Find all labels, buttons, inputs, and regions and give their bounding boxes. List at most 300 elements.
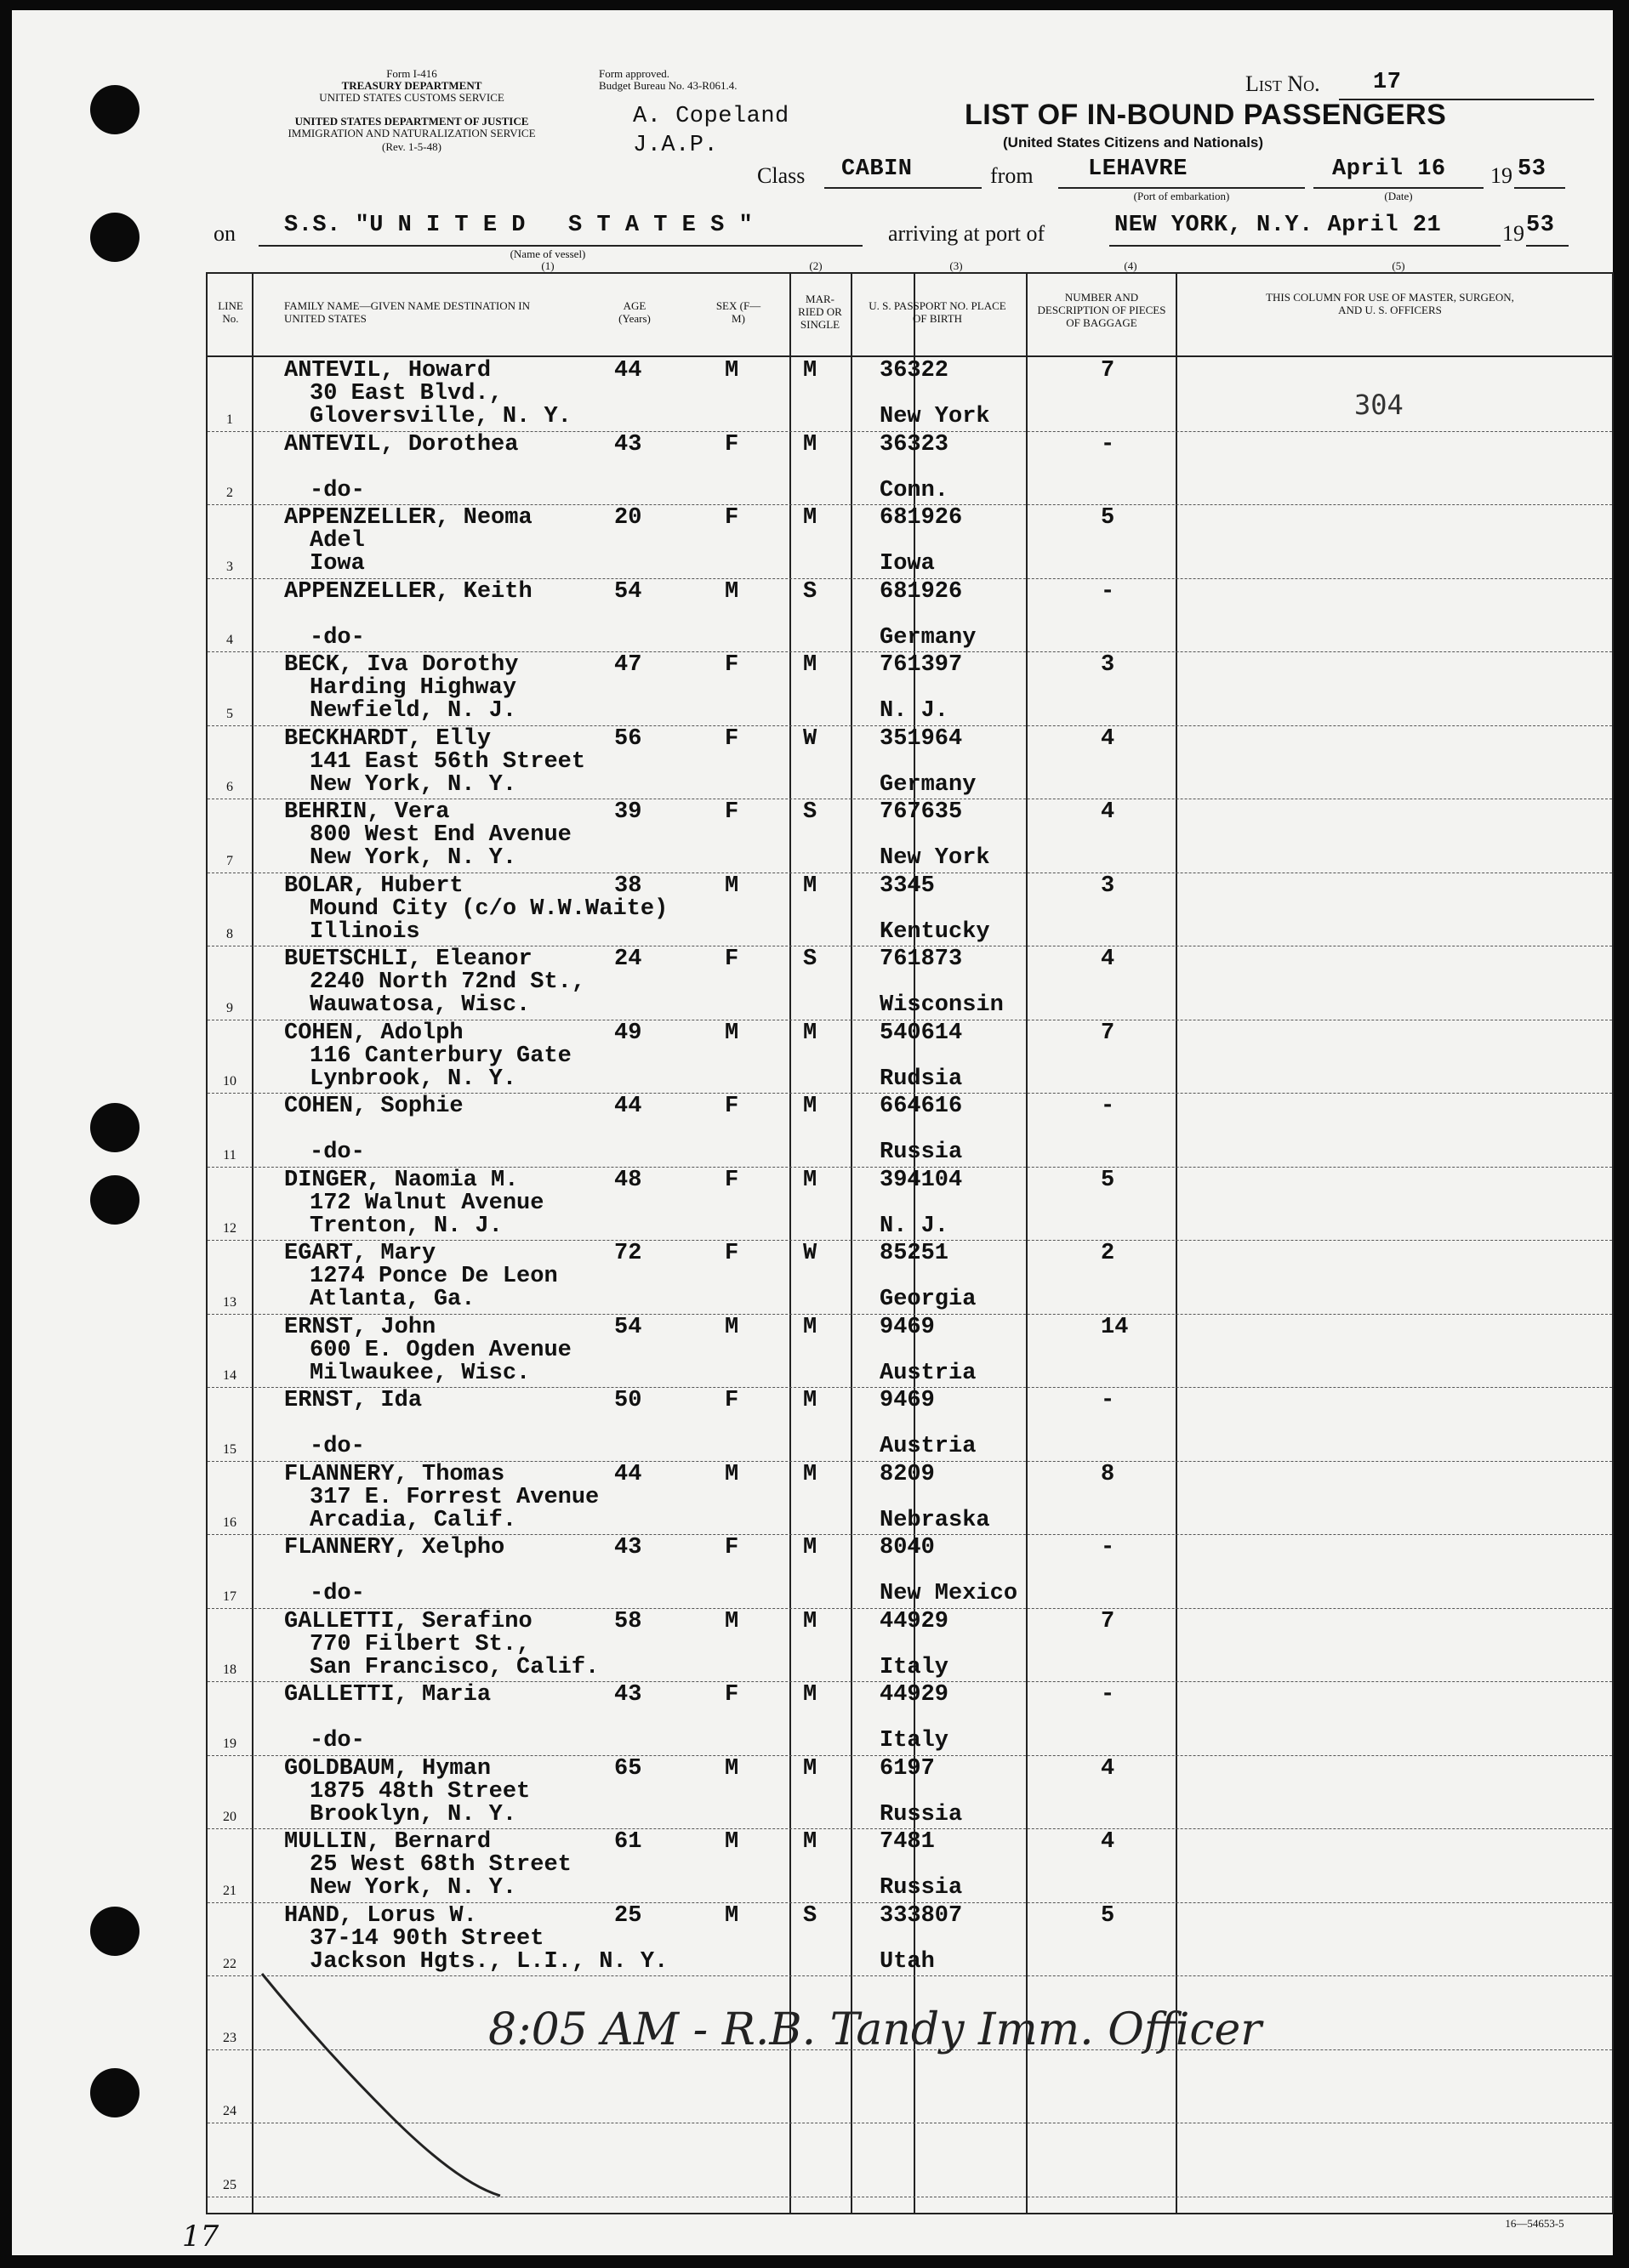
list-number: 17 xyxy=(1373,70,1402,95)
vessel-col-number: (1) xyxy=(541,259,555,272)
marital-status: M xyxy=(803,1461,817,1487)
baggage-count: 3 xyxy=(1101,873,1115,899)
sex: F xyxy=(725,1094,739,1119)
cancel-stroke xyxy=(253,1970,509,2200)
table-row xyxy=(208,1167,1612,1241)
baggage-count: 5 xyxy=(1101,1167,1115,1193)
table-row xyxy=(208,1240,1612,1314)
passport-number: 767635 xyxy=(880,799,963,825)
address-line-1: 30 East Blvd., xyxy=(310,381,503,406)
table-row xyxy=(208,504,1612,578)
line-number: 3 xyxy=(226,559,233,574)
line-number: 20 xyxy=(223,1810,236,1824)
line-number: 7 xyxy=(226,853,233,868)
passport-number: 681926 xyxy=(880,578,963,605)
table-row xyxy=(208,1902,1612,1976)
address-line-2: New York, N. Y. xyxy=(310,1875,517,1901)
header-baggage: NUMBER AND DESCRIPTION OF PIECES OF BAGGAGE xyxy=(1037,291,1166,329)
sex: M xyxy=(725,578,739,605)
age: 44 xyxy=(614,358,642,384)
header-officers: THIS COLUMN FOR USE OF MASTER, SURGEON, AND U. S. OFFICERS xyxy=(1266,291,1514,316)
sex: M xyxy=(725,873,739,899)
line-number: 11 xyxy=(223,1147,236,1162)
header-name: FAMILY NAME—GIVEN NAME DESTINATION IN UNITED STATES xyxy=(284,299,531,325)
marital-status: M xyxy=(803,358,817,384)
passport-number: 761397 xyxy=(880,652,963,678)
passenger-name: BOLAR, Hubert xyxy=(284,873,464,899)
port-field xyxy=(1058,156,1305,189)
passenger-name: ANTEVIL, Dorothea xyxy=(284,431,519,458)
header-line-no: LINE No. xyxy=(218,299,243,325)
place-of-birth: New York xyxy=(880,845,990,871)
passenger-name: BECK, Iva Dorothy xyxy=(284,652,519,678)
table-row xyxy=(208,1093,1612,1167)
baggage-count: 7 xyxy=(1101,1608,1115,1634)
place-of-birth: Germany xyxy=(880,624,977,651)
arrival-year-field xyxy=(1526,213,1569,247)
sex: F xyxy=(725,652,739,678)
age: 72 xyxy=(614,1241,642,1266)
marital-status: S xyxy=(803,799,817,825)
ins-service: IMMIGRATION AND NATURALIZATION SERVICE xyxy=(288,127,536,139)
officer-stamp: 304 xyxy=(1354,389,1404,421)
address-line-2: New York, N. Y. xyxy=(310,845,517,871)
binder-hole xyxy=(90,1907,140,1956)
passport-number: 36322 xyxy=(880,358,949,384)
table-row xyxy=(208,1755,1612,1829)
address-line-1: 1274 Ponce De Leon xyxy=(310,1264,558,1289)
marital-status: M xyxy=(803,1094,817,1119)
from-label: from xyxy=(990,163,1034,188)
passport-number: 8040 xyxy=(880,1535,935,1560)
passport-number: 44929 xyxy=(880,1608,949,1634)
passenger-name: COHEN, Sophie xyxy=(284,1094,464,1119)
line-number: 24 xyxy=(223,2104,236,2118)
marital-status: M xyxy=(803,1682,817,1708)
form-approved: Form approved. xyxy=(599,67,670,80)
arrival-year-prefix: 19 xyxy=(1502,221,1524,246)
passport-number: 761873 xyxy=(880,946,963,972)
marital-status: M xyxy=(803,873,817,899)
place-of-birth: Austria xyxy=(880,1434,977,1459)
justice-dept: UNITED STATES DEPARTMENT OF JUSTICE xyxy=(294,115,529,128)
sex: F xyxy=(725,1167,739,1193)
passenger-name: EGART, Mary xyxy=(284,1241,436,1266)
place-of-birth: New Mexico xyxy=(880,1581,1018,1606)
table-row xyxy=(208,578,1612,652)
age: 24 xyxy=(614,946,642,972)
line-number: 25 xyxy=(223,2177,236,2192)
date-value: April 16 xyxy=(1332,156,1446,182)
table-row xyxy=(208,1534,1612,1608)
line-number: 15 xyxy=(223,1441,236,1457)
address-line-2: -do- xyxy=(310,624,365,651)
passport-number: 6197 xyxy=(880,1755,935,1782)
passenger-name: GALLETTI, Serafino xyxy=(284,1608,533,1634)
age: 43 xyxy=(614,1535,642,1560)
line-number: 12 xyxy=(223,1221,236,1236)
sex: F xyxy=(725,1388,739,1413)
passport-number: 8209 xyxy=(880,1461,935,1487)
age: 38 xyxy=(614,873,642,899)
passenger-name: GOLDBAUM, Hyman xyxy=(284,1755,492,1782)
age: 43 xyxy=(614,1682,642,1708)
customs-service: UNITED STATES CUSTOMS SERVICE xyxy=(319,91,504,104)
place-of-birth: Kentucky xyxy=(880,918,990,945)
passport-number: 351964 xyxy=(880,725,963,752)
baggage-count: - xyxy=(1101,1388,1115,1413)
baggage-count: 4 xyxy=(1101,1829,1115,1855)
baggage-count: 2 xyxy=(1101,1241,1115,1266)
address-line-2: -do- xyxy=(310,477,365,503)
table-row xyxy=(208,431,1612,505)
binder-hole xyxy=(90,1175,140,1225)
baggage-count: - xyxy=(1101,1535,1115,1560)
marital-status: S xyxy=(803,1902,817,1929)
place-of-birth: Georgia xyxy=(880,1287,977,1312)
marital-status: M xyxy=(803,1388,817,1413)
address-line-2: Jackson Hgts., L.I., N. Y. xyxy=(310,1948,669,1975)
age: 58 xyxy=(614,1608,642,1634)
baggage-count: 4 xyxy=(1101,725,1115,752)
place-of-birth: Conn. xyxy=(880,477,949,503)
marital-status: M xyxy=(803,652,817,678)
place-of-birth: Germany xyxy=(880,771,977,798)
passport-number: 36323 xyxy=(880,431,949,458)
sex: F xyxy=(725,1682,739,1708)
table-row xyxy=(208,1314,1612,1388)
passenger-name: COHEN, Adolph xyxy=(284,1020,464,1046)
marital-status: M xyxy=(803,1314,817,1340)
col-number-2: (2) xyxy=(809,259,823,272)
address-line-1: 1875 48th Street xyxy=(310,1778,531,1805)
year-field xyxy=(1514,156,1565,189)
manifest-page xyxy=(12,10,1613,2255)
marital-status: M xyxy=(803,1020,817,1046)
line-number: 18 xyxy=(223,1663,236,1677)
line-number: 14 xyxy=(223,1368,236,1383)
vessel-name: S.S. "U N I T E D S T A T E S " xyxy=(284,213,754,238)
baggage-count: 5 xyxy=(1101,1902,1115,1929)
list-number-field xyxy=(1339,70,1594,100)
table-row xyxy=(208,651,1612,725)
col-number-4: (4) xyxy=(1124,259,1137,272)
vessel-caption: (Name of vessel) xyxy=(510,247,586,260)
header-married: MAR-RIED OR SINGLE xyxy=(798,293,842,331)
baggage-count: - xyxy=(1101,1094,1115,1119)
sex: F xyxy=(725,725,739,752)
sex: F xyxy=(725,1535,739,1560)
passenger-name: BECKHARDT, Elly xyxy=(284,725,492,752)
line-number: 1 xyxy=(226,412,233,427)
marital-status: W xyxy=(803,1241,817,1266)
sex: F xyxy=(725,1241,739,1266)
passenger-name: DINGER, Naomia M. xyxy=(284,1167,519,1193)
page-subtitle: (United States Citizens and Nationals) xyxy=(1003,134,1264,151)
arrival-port: NEW YORK, N.Y. April 21 xyxy=(1114,213,1442,238)
address-line-2: -do- xyxy=(310,1434,365,1459)
table-row xyxy=(208,873,1612,946)
address-line-2: San Francisco, Calif. xyxy=(310,1654,600,1680)
line-number: 16 xyxy=(223,1515,236,1530)
address-line-2: -do- xyxy=(310,1728,365,1754)
table-row xyxy=(208,1020,1612,1094)
age: 65 xyxy=(614,1755,642,1782)
age: 54 xyxy=(614,578,642,605)
address-line-2: Newfield, N. J. xyxy=(310,698,517,724)
sex: M xyxy=(725,358,739,384)
sex: F xyxy=(725,431,739,458)
place-of-birth: Russia xyxy=(880,1801,963,1827)
address-line-2: Gloversville, N. Y. xyxy=(310,404,572,429)
baggage-count: 14 xyxy=(1101,1314,1129,1340)
header-age: AGE (Years) xyxy=(618,299,651,325)
line-number: 6 xyxy=(226,780,233,794)
treasury-dept: TREASURY DEPARTMENT xyxy=(341,79,482,92)
line-number: 13 xyxy=(223,1294,236,1310)
passport-number: 3345 xyxy=(880,873,935,899)
passport-number: 9469 xyxy=(880,1314,935,1340)
line-number: 4 xyxy=(226,633,233,647)
place-of-birth: Nebraska xyxy=(880,1507,990,1533)
col-number-3: (3) xyxy=(949,259,963,272)
age: 50 xyxy=(614,1388,642,1413)
place-of-birth: Rudsia xyxy=(880,1066,963,1092)
arrival-year: 53 xyxy=(1526,213,1555,238)
binder-hole xyxy=(90,1103,140,1152)
table-row xyxy=(208,1387,1612,1461)
marital-status: M xyxy=(803,1829,817,1855)
age: 56 xyxy=(614,725,642,752)
address-line-2: Trenton, N. J. xyxy=(310,1213,503,1239)
date-field xyxy=(1313,156,1484,189)
sex: M xyxy=(725,1902,739,1929)
table-row xyxy=(208,725,1612,799)
form-number: Form I-416 xyxy=(386,67,437,80)
line-number: 9 xyxy=(226,1000,233,1015)
address-line-1: Mound City (c/o W.W.Waite) xyxy=(310,895,669,922)
marital-status: M xyxy=(803,431,817,458)
passenger-name: ERNST, Ida xyxy=(284,1388,423,1413)
header-sex: SEX (F—M) xyxy=(715,299,761,325)
sex: F xyxy=(725,946,739,972)
place-of-birth: N. J. xyxy=(880,698,949,724)
typist-name: A. Copeland xyxy=(633,104,789,129)
class-field xyxy=(824,156,982,189)
passenger-name: HAND, Lorus W. xyxy=(284,1902,477,1929)
address-line-2: Illinois xyxy=(310,918,420,945)
baggage-count: - xyxy=(1101,431,1115,458)
passport-number: 681926 xyxy=(880,505,963,531)
address-line-1: 317 E. Forrest Avenue xyxy=(310,1484,600,1510)
address-line-2: Iowa xyxy=(310,551,365,577)
address-line-1: 37-14 90th Street xyxy=(310,1925,544,1952)
passenger-name: GALLETTI, Maria xyxy=(284,1682,492,1708)
list-number-label: List No. xyxy=(1245,71,1320,96)
marital-status: S xyxy=(803,946,817,972)
marital-status: S xyxy=(803,578,817,605)
place-of-birth: Austria xyxy=(880,1360,977,1386)
sex: F xyxy=(725,799,739,825)
age: 25 xyxy=(614,1902,642,1929)
place-of-birth: Russia xyxy=(880,1140,963,1165)
passport-number: 85251 xyxy=(880,1241,949,1266)
year-prefix: 19 xyxy=(1490,163,1512,188)
baggage-count: 4 xyxy=(1101,799,1115,825)
age: 44 xyxy=(614,1461,642,1487)
baggage-count: 7 xyxy=(1101,1020,1115,1046)
address-line-1: Adel xyxy=(310,528,365,554)
address-line-2: Brooklyn, N. Y. xyxy=(310,1801,517,1827)
header-passport: U. S. PASSPORT NO. PLACE OF BIRTH xyxy=(869,299,1006,325)
line-number: 8 xyxy=(226,927,233,941)
sex: M xyxy=(725,1461,739,1487)
address-line-1: 141 East 56th Street xyxy=(310,748,586,775)
baggage-count: - xyxy=(1101,1682,1115,1708)
passenger-name: FLANNERY, Thomas xyxy=(284,1461,505,1487)
binder-hole xyxy=(90,2068,140,2117)
line-number: 5 xyxy=(226,706,233,721)
sex: M xyxy=(725,1755,739,1782)
age: 54 xyxy=(614,1314,642,1340)
address-line-2: Arcadia, Calif. xyxy=(310,1507,517,1533)
age: 49 xyxy=(614,1020,642,1046)
baggage-count: - xyxy=(1101,578,1115,605)
address-line-1: 770 Filbert St., xyxy=(310,1631,531,1657)
baggage-count: 7 xyxy=(1101,358,1115,384)
table-row xyxy=(208,799,1612,873)
marital-status: M xyxy=(803,1535,817,1560)
passport-number: 7481 xyxy=(880,1829,935,1855)
age: 39 xyxy=(614,799,642,825)
baggage-count: 4 xyxy=(1101,1755,1115,1782)
age: 47 xyxy=(614,652,642,678)
passport-number: 394104 xyxy=(880,1167,963,1193)
address-line-1: 116 Canterbury Gate xyxy=(310,1043,572,1069)
line-number: 23 xyxy=(223,2030,236,2045)
passport-number: 9469 xyxy=(880,1388,935,1413)
passenger-name: BEHRIN, Vera xyxy=(284,799,450,825)
marital-status: M xyxy=(803,505,817,531)
address-line-2: New York, N. Y. xyxy=(310,771,517,798)
place-of-birth: Wisconsin xyxy=(880,992,1004,1018)
passport-number: 44929 xyxy=(880,1682,949,1708)
sex: M xyxy=(725,1020,739,1046)
sex: M xyxy=(725,1608,739,1634)
table-row xyxy=(208,1608,1612,1682)
address-line-1: 172 Walnut Avenue xyxy=(310,1190,544,1216)
line-number: 10 xyxy=(223,1074,236,1089)
footer-code: 16—54653-5 xyxy=(1505,2217,1564,2230)
table-row xyxy=(208,1681,1612,1755)
port-caption: (Port of embarkation) xyxy=(1133,190,1230,202)
place-of-birth: Italy xyxy=(880,1654,949,1680)
place-of-birth: Utah xyxy=(880,1948,935,1975)
passport-number: 333807 xyxy=(880,1902,963,1929)
revision: (Rev. 1-5-48) xyxy=(382,140,441,153)
on-label: on xyxy=(214,221,236,246)
typist-initials: J.A.P. xyxy=(633,133,719,158)
baggage-count: 3 xyxy=(1101,652,1115,678)
address-line-1: 25 West 68th Street xyxy=(310,1852,572,1878)
passenger-name: ERNST, John xyxy=(284,1314,436,1340)
address-line-2: -do- xyxy=(310,1140,365,1165)
place-of-birth: Iowa xyxy=(880,551,935,577)
port-value: LEHAVRE xyxy=(1088,156,1188,182)
place-of-birth: Russia xyxy=(880,1875,963,1901)
place-of-birth: Italy xyxy=(880,1728,949,1754)
address-line-2: Lynbrook, N. Y. xyxy=(310,1066,517,1092)
sex: M xyxy=(725,1314,739,1340)
line-number: 2 xyxy=(226,486,233,500)
arrival-field xyxy=(1109,213,1501,247)
class-label: Class xyxy=(757,163,806,188)
margin-mark: 17 xyxy=(182,2220,219,2254)
age: 44 xyxy=(614,1094,642,1119)
col-number-5: (5) xyxy=(1392,259,1405,272)
address-line-2: -do- xyxy=(310,1581,365,1606)
table-row xyxy=(208,1828,1612,1902)
marital-status: M xyxy=(803,1167,817,1193)
address-line-1: 600 E. Ogden Avenue xyxy=(310,1337,572,1363)
sex: M xyxy=(725,1829,739,1855)
line-number: 22 xyxy=(223,1957,236,1971)
table-row xyxy=(208,1461,1612,1535)
marital-status: W xyxy=(803,725,817,752)
line-number: 19 xyxy=(223,1736,236,1751)
passport-number: 540614 xyxy=(880,1020,963,1046)
date-caption: (Date) xyxy=(1384,190,1413,202)
address-line-1: 800 West End Avenue xyxy=(310,822,572,848)
address-line-2: Atlanta, Ga. xyxy=(310,1287,476,1312)
table-row xyxy=(208,357,1612,431)
baggage-count: 8 xyxy=(1101,1461,1115,1487)
line-number: 17 xyxy=(223,1589,236,1604)
sex: F xyxy=(725,505,739,531)
passenger-name: FLANNERY, Xelpho xyxy=(284,1535,505,1560)
marital-status: M xyxy=(803,1755,817,1782)
page-title: LIST OF IN-BOUND PASSENGERS xyxy=(965,99,1447,131)
binder-hole xyxy=(90,213,140,262)
passenger-name: ANTEVIL, Howard xyxy=(284,358,492,384)
marital-status: M xyxy=(803,1608,817,1634)
passport-number: 664616 xyxy=(880,1094,963,1119)
passenger-name: APPENZELLER, Keith xyxy=(284,578,533,605)
baggage-count: 4 xyxy=(1101,946,1115,972)
vessel-field xyxy=(259,213,863,247)
year-value: 53 xyxy=(1518,156,1546,182)
age: 43 xyxy=(614,431,642,458)
table-row xyxy=(208,946,1612,1020)
line-number: 21 xyxy=(223,1883,236,1898)
address-line-1: Harding Highway xyxy=(310,675,517,701)
passenger-name: APPENZELLER, Neoma xyxy=(284,505,533,531)
class-value: CABIN xyxy=(841,156,913,182)
manifest-table xyxy=(206,272,1614,2214)
age: 61 xyxy=(614,1829,642,1855)
address-line-2: Milwaukee, Wisc. xyxy=(310,1360,531,1386)
arriving-label: arriving at port of xyxy=(888,221,1045,246)
officer-signature: 8:05 AM - R.B. Tandy Imm. Officer xyxy=(488,2004,1262,2055)
address-line-1: 2240 North 72nd St., xyxy=(310,969,586,995)
address-line-2: Wauwatosa, Wisc. xyxy=(310,992,531,1018)
place-of-birth: New York xyxy=(880,404,990,429)
budget-bureau: Budget Bureau No. 43-R061.4. xyxy=(599,79,738,92)
age: 48 xyxy=(614,1167,642,1193)
passenger-name: MULLIN, Bernard xyxy=(284,1829,492,1855)
place-of-birth: N. J. xyxy=(880,1213,949,1239)
baggage-count: 5 xyxy=(1101,505,1115,531)
